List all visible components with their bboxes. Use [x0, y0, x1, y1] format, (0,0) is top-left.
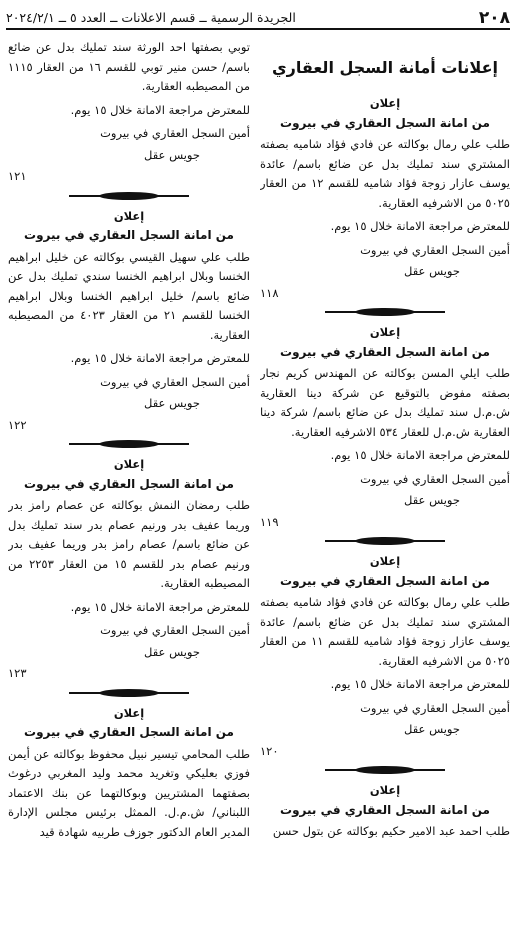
notice-heading: من امانة السجل العقاري في بيروت [280, 573, 490, 588]
objection-line: للمعترض مراجعة الامانة خلال ١٥ يوم. [330, 219, 510, 233]
notice-121-continuation [8, 38, 250, 201]
registrar-office: أمين السجل العقاري في بيروت [360, 242, 510, 257]
signer-name: جويس عقل [144, 147, 200, 162]
notice-body: طلب احمد عبد الامير حكيم بوكالته عن بتول حسن [272, 824, 510, 838]
page-number: ٢٠٨ [478, 8, 510, 28]
notice-120 [260, 552, 510, 775]
notice-number: ١١٩ [260, 514, 279, 529]
objection-line: للمعترض مراجعة الامانة خلال ١٥ يوم. [70, 351, 250, 365]
registrar-office: أمين السجل العقاري في بيروت [100, 374, 250, 389]
notice-118 [260, 94, 510, 317]
notice-number: ١٢١ [8, 169, 27, 183]
notice-label: إعلان [113, 457, 145, 471]
notice-number: ١٢٣ [8, 666, 27, 680]
objection-line: للمعترض مراجعة الامانة خلال ١٥ يوم. [70, 102, 250, 117]
registrar-office: أمين السجل العقاري في بيروت [100, 623, 250, 637]
notice-heading: من امانة السجل العقاري في بيروت [280, 115, 490, 130]
ornament-divider [325, 307, 445, 317]
notice-heading: من امانة السجل العقاري في بيروت [280, 802, 490, 817]
ornament-divider [69, 439, 189, 449]
notice-label: إعلان [113, 208, 145, 223]
registrar-office: أمين السجل العقاري في بيروت [360, 700, 510, 715]
registrar-office: أمين السجل العقاري في بيروت [360, 471, 510, 486]
ornament-divider [325, 765, 445, 775]
notice-119 [260, 323, 510, 546]
signer-name: جويس عقل [144, 396, 200, 410]
section-title: إعلانات أمانة السجل العقاري [272, 58, 498, 77]
notice-number: ١٢٢ [8, 417, 27, 432]
notice-body: طلب ايلي المسن بوكالته عن المهندس كريم نجار بصفته مفوض بالتوقيع عن شركة دينا العقارية ش.م.ل سند تمليك بدل عن ضائع باسم/ شركة دينا العقارية ش.م.ل للعقار ٥٣٤ الاشرفيه العقارية. [260, 366, 510, 439]
ornament-divider [69, 191, 189, 201]
ornament-divider [325, 536, 445, 546]
notice-label: إعلان [369, 96, 401, 110]
notice-body: طلب علي سهيل القيسي بوكالته عن خليل ابراهيم الخنسا وبلال ابراهيم الخنسا سندي تمليك بدل عن ضائع باسم/ خليل ابراهيم الخنسا وبلال ابراهيم الخنسا للقسم ٢١ من العقار ٤٠٢٣ من المصيطبه العقارية. [8, 249, 250, 342]
running-head: الجريدة الرسمية ــ قسم الاعلانات ــ العدد ٥ ــ ٢٠٢٤/٢/١ [6, 10, 296, 25]
notice-122 [8, 207, 250, 450]
notice-heading: من امانة السجل العقاري في بيروت [24, 476, 234, 491]
notice-label: إعلان [369, 325, 401, 339]
notice-heading: من امانة السجل العقاري في بيروت [280, 344, 490, 359]
signer-name: جويس عقل [404, 264, 460, 278]
left-column [8, 38, 250, 928]
notice-body: طلب علي رمال بوكالته عن فادي فؤاد شاميه بصفته المشتري سند تمليك بدل عن ضائع باسم/ عائدة يوسف عازار زوجة فؤاد شاميه للقسم ١٢ من العقار ٥٠٢٥ من الاشرفيه العقارية. [260, 137, 510, 210]
notice-heading: من امانة السجل العقاري في بيروت [24, 725, 234, 739]
notice-124-start [8, 704, 250, 843]
objection-line: للمعترض مراجعة الامانة خلال ١٥ يوم. [330, 677, 510, 691]
notice-label: إعلان [369, 783, 401, 797]
notice-number: ١٢٠ [260, 743, 279, 758]
notice-body: طلب المحامي تيسير نبيل محفوظ بوكالته عن أيمن فوزي بعليكي وتغريد محمد وليد المغربي درغوث بصفتهما المشتريين وبوكالتهما عن بنك الاعتماد اللبناني/ ش.م.ل. الممثل برئيس مجلس الإدارة المدير العام الدكتور جوزف طربيه شهادة قيد [8, 746, 250, 839]
notice-body: طلب رمضان النمش بوكالته عن عصام رامز بدر وريما عفيف بدر ورنيم عصام بدر سند تمليك بدل عن ضائع باسم/ عصام رامز بدر وريما عفيف بدر ورنيم عصام بدر للقسم ١٥ من العقار ٢٢٥٣ من المصيطبه العقارية. [8, 498, 250, 590]
ornament-divider [69, 688, 189, 698]
registrar-office: أمين السجل العقاري في بيروت [100, 126, 250, 140]
page-header [6, 6, 510, 30]
right-column [260, 38, 510, 928]
notice-number: ١١٨ [260, 285, 279, 300]
notice-body: طلب علي رمال بوكالته عن فادي فؤاد شاميه بصفته المشتري سند تمليك بدل عن ضائع باسم/ عائدة يوسف عازار زوجة فؤاد شاميه للقسم ١١ من العقار ٥٠٢٥ من الاشرفيه العقارية. [260, 595, 510, 668]
signer-name: جويس عقل [404, 722, 460, 736]
notice-heading: من امانة السجل العقاري في بيروت [24, 228, 234, 242]
notice-label: إعلان [113, 705, 145, 720]
notice-123 [8, 455, 250, 698]
signer-name: جويس عقل [404, 493, 460, 507]
signer-name: جويس عقل [144, 644, 200, 659]
objection-line: للمعترض مراجعة الامانة خلال ١٥ يوم. [70, 599, 250, 614]
notice-body: توبي بصفتها احد الورثة سند تمليك بدل عن ضائع باسم/ حسن منير توبي للقسم ١٦ من العقار ١١١٥ من المصيطبه العقارية. [8, 40, 250, 93]
notice-label: إعلان [369, 554, 401, 568]
objection-line: للمعترض مراجعة الامانة خلال ١٥ يوم. [330, 448, 510, 462]
notice-121-start [260, 781, 510, 842]
